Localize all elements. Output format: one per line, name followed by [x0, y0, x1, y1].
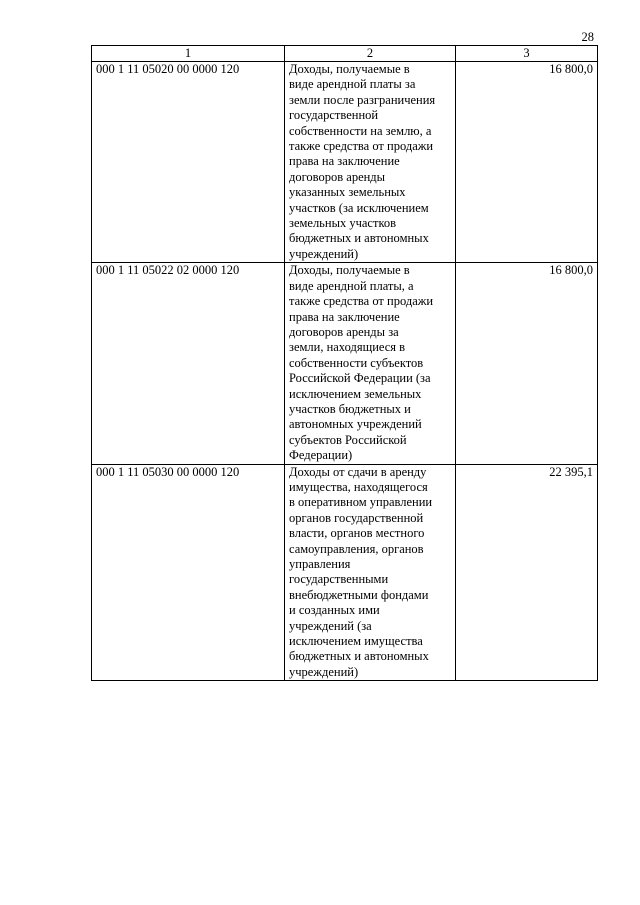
description-line: Доходы от сдачи в аренду [289, 464, 427, 479]
description-line: права на заключение [289, 154, 400, 169]
description-line: государственной [289, 108, 379, 123]
revenue-description-cell [285, 62, 456, 263]
description-line: земли после разграничения [289, 92, 436, 107]
description-line: имущества, находящегося [289, 479, 428, 494]
description-line: участков (за исключением [289, 200, 429, 215]
description-line: субъектов Российской [289, 432, 407, 447]
column-header-amount: 3 [456, 46, 598, 62]
table-row [92, 464, 598, 681]
description-line: Доходы, получаемые в [289, 263, 410, 278]
description-line: внебюджетными фондами [289, 587, 429, 602]
description-line: указанных земельных [289, 185, 406, 200]
table-header-row [92, 46, 598, 62]
page-number: 28 [581, 30, 594, 44]
description-line: также средства от продажи [289, 294, 434, 309]
description-line: учреждений) [289, 246, 359, 261]
description-line: Российской Федерации (за [289, 371, 431, 386]
table-body [92, 62, 598, 681]
description-line: также средства от продажи [289, 139, 434, 154]
table-row [92, 263, 598, 464]
description-line: виде арендной платы за [289, 77, 416, 92]
description-line: автономных учреждений [289, 417, 422, 432]
description-line: бюджетных и автономных [289, 649, 429, 664]
revenue-table [91, 45, 598, 681]
amount-cell: 16 800,0 [456, 62, 598, 263]
description-line: участков бюджетных и [289, 401, 411, 416]
table-row [92, 62, 598, 263]
description-line: земли, находящиеся в [289, 340, 406, 355]
amount-cell: 16 800,0 [456, 263, 598, 464]
column-header-description: 2 [285, 46, 456, 62]
column-header-code: 1 [92, 46, 285, 62]
description-line: исключением имущества [289, 634, 423, 649]
description-line: в оперативном управлении [289, 495, 433, 510]
description-line: и созданных ими [289, 603, 380, 618]
description-line: собственности субъектов [289, 355, 424, 370]
description-line: земельных участков [289, 216, 397, 231]
description-line: Федерации) [289, 448, 353, 463]
amount-cell: 22 395,1 [456, 464, 598, 681]
revenue-description-cell [285, 464, 456, 681]
description-line: государственными [289, 572, 389, 587]
description-line: договоров аренды [289, 169, 386, 184]
description-line: власти, органов местного [289, 526, 425, 541]
budget-code-cell: 000 1 11 05020 00 0000 120 [92, 62, 285, 263]
description-line: учреждений) [289, 664, 359, 679]
description-line: управления [289, 557, 351, 571]
description-line: бюджетных и автономных [289, 231, 429, 246]
description-line: исключением земельных [289, 386, 422, 401]
description-line: органов государственной [289, 510, 424, 525]
description-line: права на заключение [289, 309, 400, 324]
description-line: самоуправления, органов [289, 541, 424, 556]
description-line: договоров аренды за [289, 324, 399, 339]
description-line: собственности на землю, а [289, 123, 432, 138]
description-line: виде арендной платы, а [289, 278, 414, 293]
description-line: учреждений (за [289, 618, 372, 633]
description-line: Доходы, получаемые в [289, 62, 410, 76]
budget-code-cell: 000 1 11 05022 02 0000 120 [92, 263, 285, 464]
budget-code-cell: 000 1 11 05030 00 0000 120 [92, 464, 285, 681]
revenue-description-cell [285, 263, 456, 464]
